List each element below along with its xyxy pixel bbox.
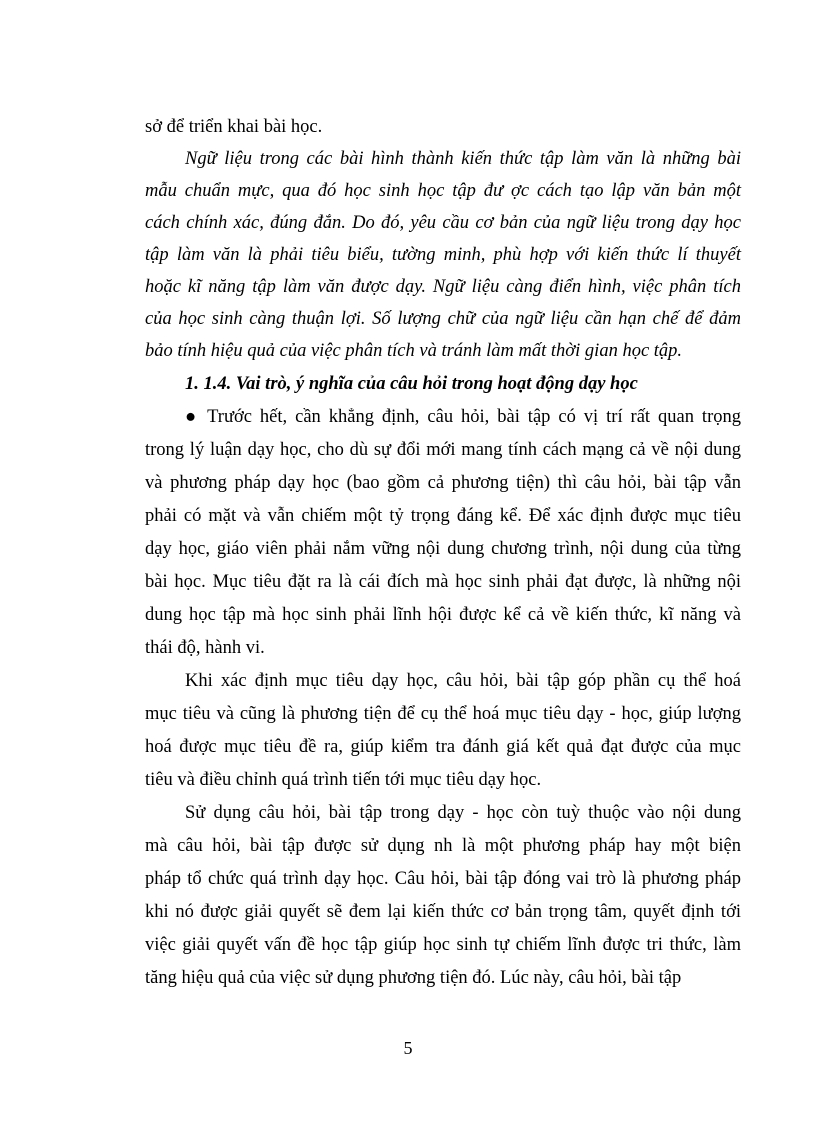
- text-line: mục tiêu và cũng là phương tiện để cụ thể hoá mục tiêu dạy - học, giúp lượng: [145, 704, 741, 724]
- section-heading: 1. 1.4. Vai trò, ý nghĩa của câu hỏi trong hoạt động dạy học: [185, 374, 638, 394]
- text-line: hoặc kĩ năng tập làm văn được dạy. Ngữ liệu càng điển hình, việc phân tích: [145, 277, 741, 297]
- text-line: Ngữ liệu trong các bài hình thành kiến thức tập làm văn là những bài: [185, 149, 741, 169]
- text-line: dung học tập mà học sinh phải lĩnh hội được kể cả về kiến thức, kĩ năng và: [145, 605, 741, 625]
- text-line: phải có mặt và vẫn chiếm một tỷ trọng đáng kể. Để xác định được mục tiêu: [145, 506, 741, 526]
- text-line: mà câu hỏi, bài tập được sử dụng nh là một phương pháp hay một biện: [145, 836, 741, 856]
- text-line: việc giải quyết vấn đề học tập giúp học sinh tự chiếm lĩnh được tri thức, làm: [145, 935, 741, 955]
- text-line: cách chính xác, đúng đắn. Do đó, yêu cầu cơ bản của ngữ liệu trong dạy học: [145, 213, 741, 233]
- text-line: pháp tổ chức quá trình dạy học. Câu hỏi, bài tập đóng vai trò là phương pháp: [145, 869, 741, 889]
- text-line: mẫu chuẩn mực, qua đó học sinh học tập đư ợc cách tạo lập văn bản một: [145, 181, 741, 201]
- text-line: trong lý luận dạy học, cho dù sự đổi mới mang tính cách mạng cả về nội dung: [145, 440, 741, 460]
- text-line: thái độ, hành vi.: [145, 638, 265, 658]
- text-line: Sử dụng câu hỏi, bài tập trong dạy - học còn tuỳ thuộc vào nội dung: [185, 803, 741, 823]
- text-line: tăng hiệu quả của việc sử dụng phương tiện đó. Lúc này, câu hỏi, bài tập: [145, 968, 682, 988]
- text-line: của học sinh càng thuận lợi. Số lượng chữ của ngữ liệu cần hạn chế để đảm: [145, 309, 741, 329]
- text-line: tập làm văn là phải tiêu biểu, tường minh, phù hợp với kiến thức lí thuyết: [145, 245, 741, 265]
- text-line: và phương pháp dạy học (bao gồm cả phương tiện) thì câu hỏi, bài tập vẫn: [145, 473, 741, 493]
- text-line: bài học. Mục tiêu đặt ra là cái đích mà học sinh phải đạt được, là những nội: [145, 572, 741, 592]
- text-line: hoá được mục tiêu đề ra, giúp kiểm tra đánh giá kết quả đạt được của mục: [145, 737, 741, 757]
- text-line: Khi xác định mục tiêu dạy học, câu hỏi, bài tập góp phần cụ thể hoá: [185, 671, 741, 691]
- text-line: sở để triển khai bài học.: [145, 117, 323, 137]
- text-line: bảo tính hiệu quả của việc phân tích và tránh làm mất thời gian học tập.: [145, 341, 683, 361]
- text-line: ● Trước hết, cần khẳng định, câu hỏi, bài tập có vị trí rất quan trọng: [185, 407, 741, 427]
- text-line: khi nó được giải quyết sẽ đem lại kiến thức cơ bản trọng tâm, quyết định tới: [145, 902, 741, 922]
- text-line: tiêu và điều chỉnh quá trình tiến tới mục tiêu dạy học.: [145, 770, 542, 790]
- text-line: dạy học, giáo viên phải nắm vững nội dung chương trình, nội dung của từng: [145, 539, 741, 559]
- page-number: 5: [403, 1038, 413, 1058]
